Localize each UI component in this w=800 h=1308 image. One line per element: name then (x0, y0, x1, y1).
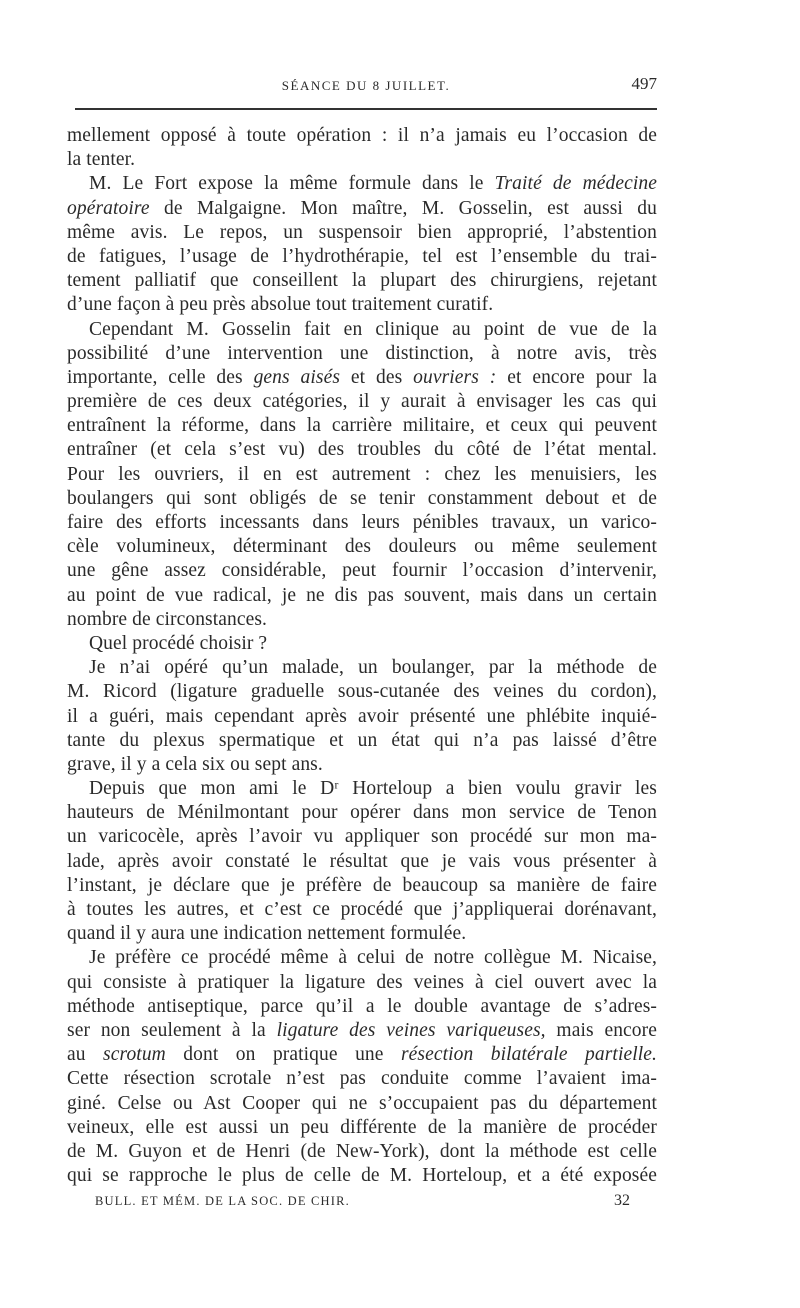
footer-signature-text: BULL. ET MÉM. DE LA SOC. DE CHIR. (95, 1194, 350, 1208)
text-span: importante, celle des (67, 366, 254, 388)
text-line: Pour les ouvriers, il en est autrement : chez les menuisiers, les (67, 463, 657, 485)
text-line: boulangers qui sont obligés de se tenir constamment debout et de (67, 487, 657, 509)
text-span: M. Le Fort expose la même formule dans le (89, 173, 495, 195)
text-line: un varicocèle, après l’avoir vu appliquer son procédé sur mon ma- (67, 826, 657, 848)
italic-text: opératoire (67, 197, 150, 219)
text-line: veineux, elle est aussi un peu différente de la manière de procéder (67, 1116, 657, 1138)
text-line: entraînent la réforme, dans la carrière militaire, et ceux qui peuvent (67, 415, 657, 437)
text-line: M. Ricord (ligature graduelle sous-cutanée des veines du cordon), (67, 681, 657, 703)
text-line: qui consiste à pratiquer la ligature des veines à ciel ouvert avec la (67, 971, 657, 993)
text-line: possibilité d’une intervention une distinction, à notre avis, très (67, 342, 657, 364)
text-line: Cette résection scrotale n’est pas conduite comme l’avaient ima- (67, 1068, 657, 1090)
text-line (67, 197, 657, 221)
text-span: mais encore (545, 1019, 658, 1041)
page-footer (95, 1194, 630, 1216)
text-line (67, 1043, 657, 1067)
text-line: lade, après avoir constaté le résultat que je vais vous présenter à (67, 850, 657, 872)
text-line: Je préfère ce procédé même à celui de notre collègue M. Nicaise, (89, 947, 657, 969)
text-span: et encore pour la (496, 366, 657, 388)
text-line: Quel procédé choisir ? (89, 632, 268, 654)
text-line: qui se rapproche le plus de celle de M. Horteloup, et a été exposée (67, 1165, 657, 1187)
text-line: cèle volumineux, déterminant des douleurs ou même seulement (67, 536, 657, 558)
text-span: ser non seulement à la (67, 1019, 277, 1041)
text-line: Depuis que mon ami le Dʳ Horteloup a bien voulu gravir les (89, 778, 657, 800)
italic-text: ouvriers : (413, 366, 497, 388)
text-line: méthode antiseptique, parce qu’il a le double avantage de s’adres- (67, 995, 657, 1017)
text-span: dont on pratique une (165, 1044, 401, 1066)
text-line: de fatigues, l’usage de l’hydrothérapie, tel est l’ensemble du trai- (67, 245, 657, 267)
text-line: une gêne assez considérable, peut fournir l’occasion d’intervenir, (67, 560, 657, 582)
text-line (67, 366, 657, 390)
text-line: quand il y aura une indication nettement formulée. (67, 923, 467, 945)
text-line: même avis. Le repos, un suspensoir bien approprié, l’abstention (67, 221, 657, 243)
text-span: au (67, 1044, 104, 1066)
text-line: faire des efforts incessants dans leurs pénibles travaux, un varico- (67, 512, 657, 533)
text-line: hauteurs de Ménilmontant pour opérer dans mon service de Tenon (67, 802, 657, 824)
text-line: tement palliatif que conseillent la plupart des chirurgiens, rejetant (67, 270, 657, 292)
italic-text: gens aisés (253, 366, 341, 388)
text-line: tante du plexus spermatique et un état qui n’a pas laissé d’être (67, 729, 657, 751)
italic-text: ligature des veines variqueuses, (276, 1019, 546, 1041)
text-line: grave, il y a cela six ou sept ans. (67, 753, 323, 775)
text-line: Cependant M. Gosselin fait en clinique au point de vue de la (89, 318, 657, 340)
text-span: et des (340, 366, 414, 388)
text-line: au point de vue radical, je ne dis pas souvent, mais dans un certain (67, 584, 657, 606)
text-line: l’instant, je déclare que je préfère de beaucoup sa manière de faire (67, 874, 657, 896)
text-line: d’une façon à peu près absolue tout traitement curatif. (67, 294, 494, 316)
text-line: la tenter. (67, 149, 136, 171)
text-line: de M. Guyon et de Henri (de New-York), dont la méthode est celle (67, 1140, 657, 1162)
text-line (67, 172, 657, 196)
text-line: nombre de circonstances. (67, 608, 268, 630)
signature-mark: 32 (614, 1192, 630, 1209)
text-line: mellement opposé à toute opération : il n’a jamais eu l’occasion de (67, 125, 657, 146)
header-rule (75, 108, 657, 110)
page-header (75, 70, 657, 100)
text-line (67, 1019, 657, 1043)
text-line: giné. Celse ou Ast Cooper qui ne s’occupaient pas du département (67, 1092, 657, 1114)
text-line: entraîner (et cela s’est vu) des troubles du côté de l’état mental. (67, 439, 657, 461)
text-line: première de ces deux catégories, il y aurait à envisager les cas qui (67, 391, 657, 413)
italic-text: Traité de médecine (494, 173, 657, 195)
page-number: 497 (631, 74, 657, 93)
italic-text: résection bilatérale partielle. (400, 1044, 657, 1066)
text-span: de Malgaigne. Mon maître, M. Gosselin, est aussi du (149, 197, 657, 219)
running-title: SÉANCE DU 8 JUILLET. (281, 78, 451, 93)
italic-text: scrotum (103, 1044, 166, 1066)
text-line: à toutes les autres, et c’est ce procédé que j’appliquerai dorénavant, (67, 899, 657, 920)
text-line: Je n’ai opéré qu’un malade, un boulanger, par la méthode de (89, 657, 657, 679)
text-line: il a guéri, mais cependant après avoir présenté une phlébite inquié- (67, 705, 657, 727)
body-text (67, 124, 657, 1188)
